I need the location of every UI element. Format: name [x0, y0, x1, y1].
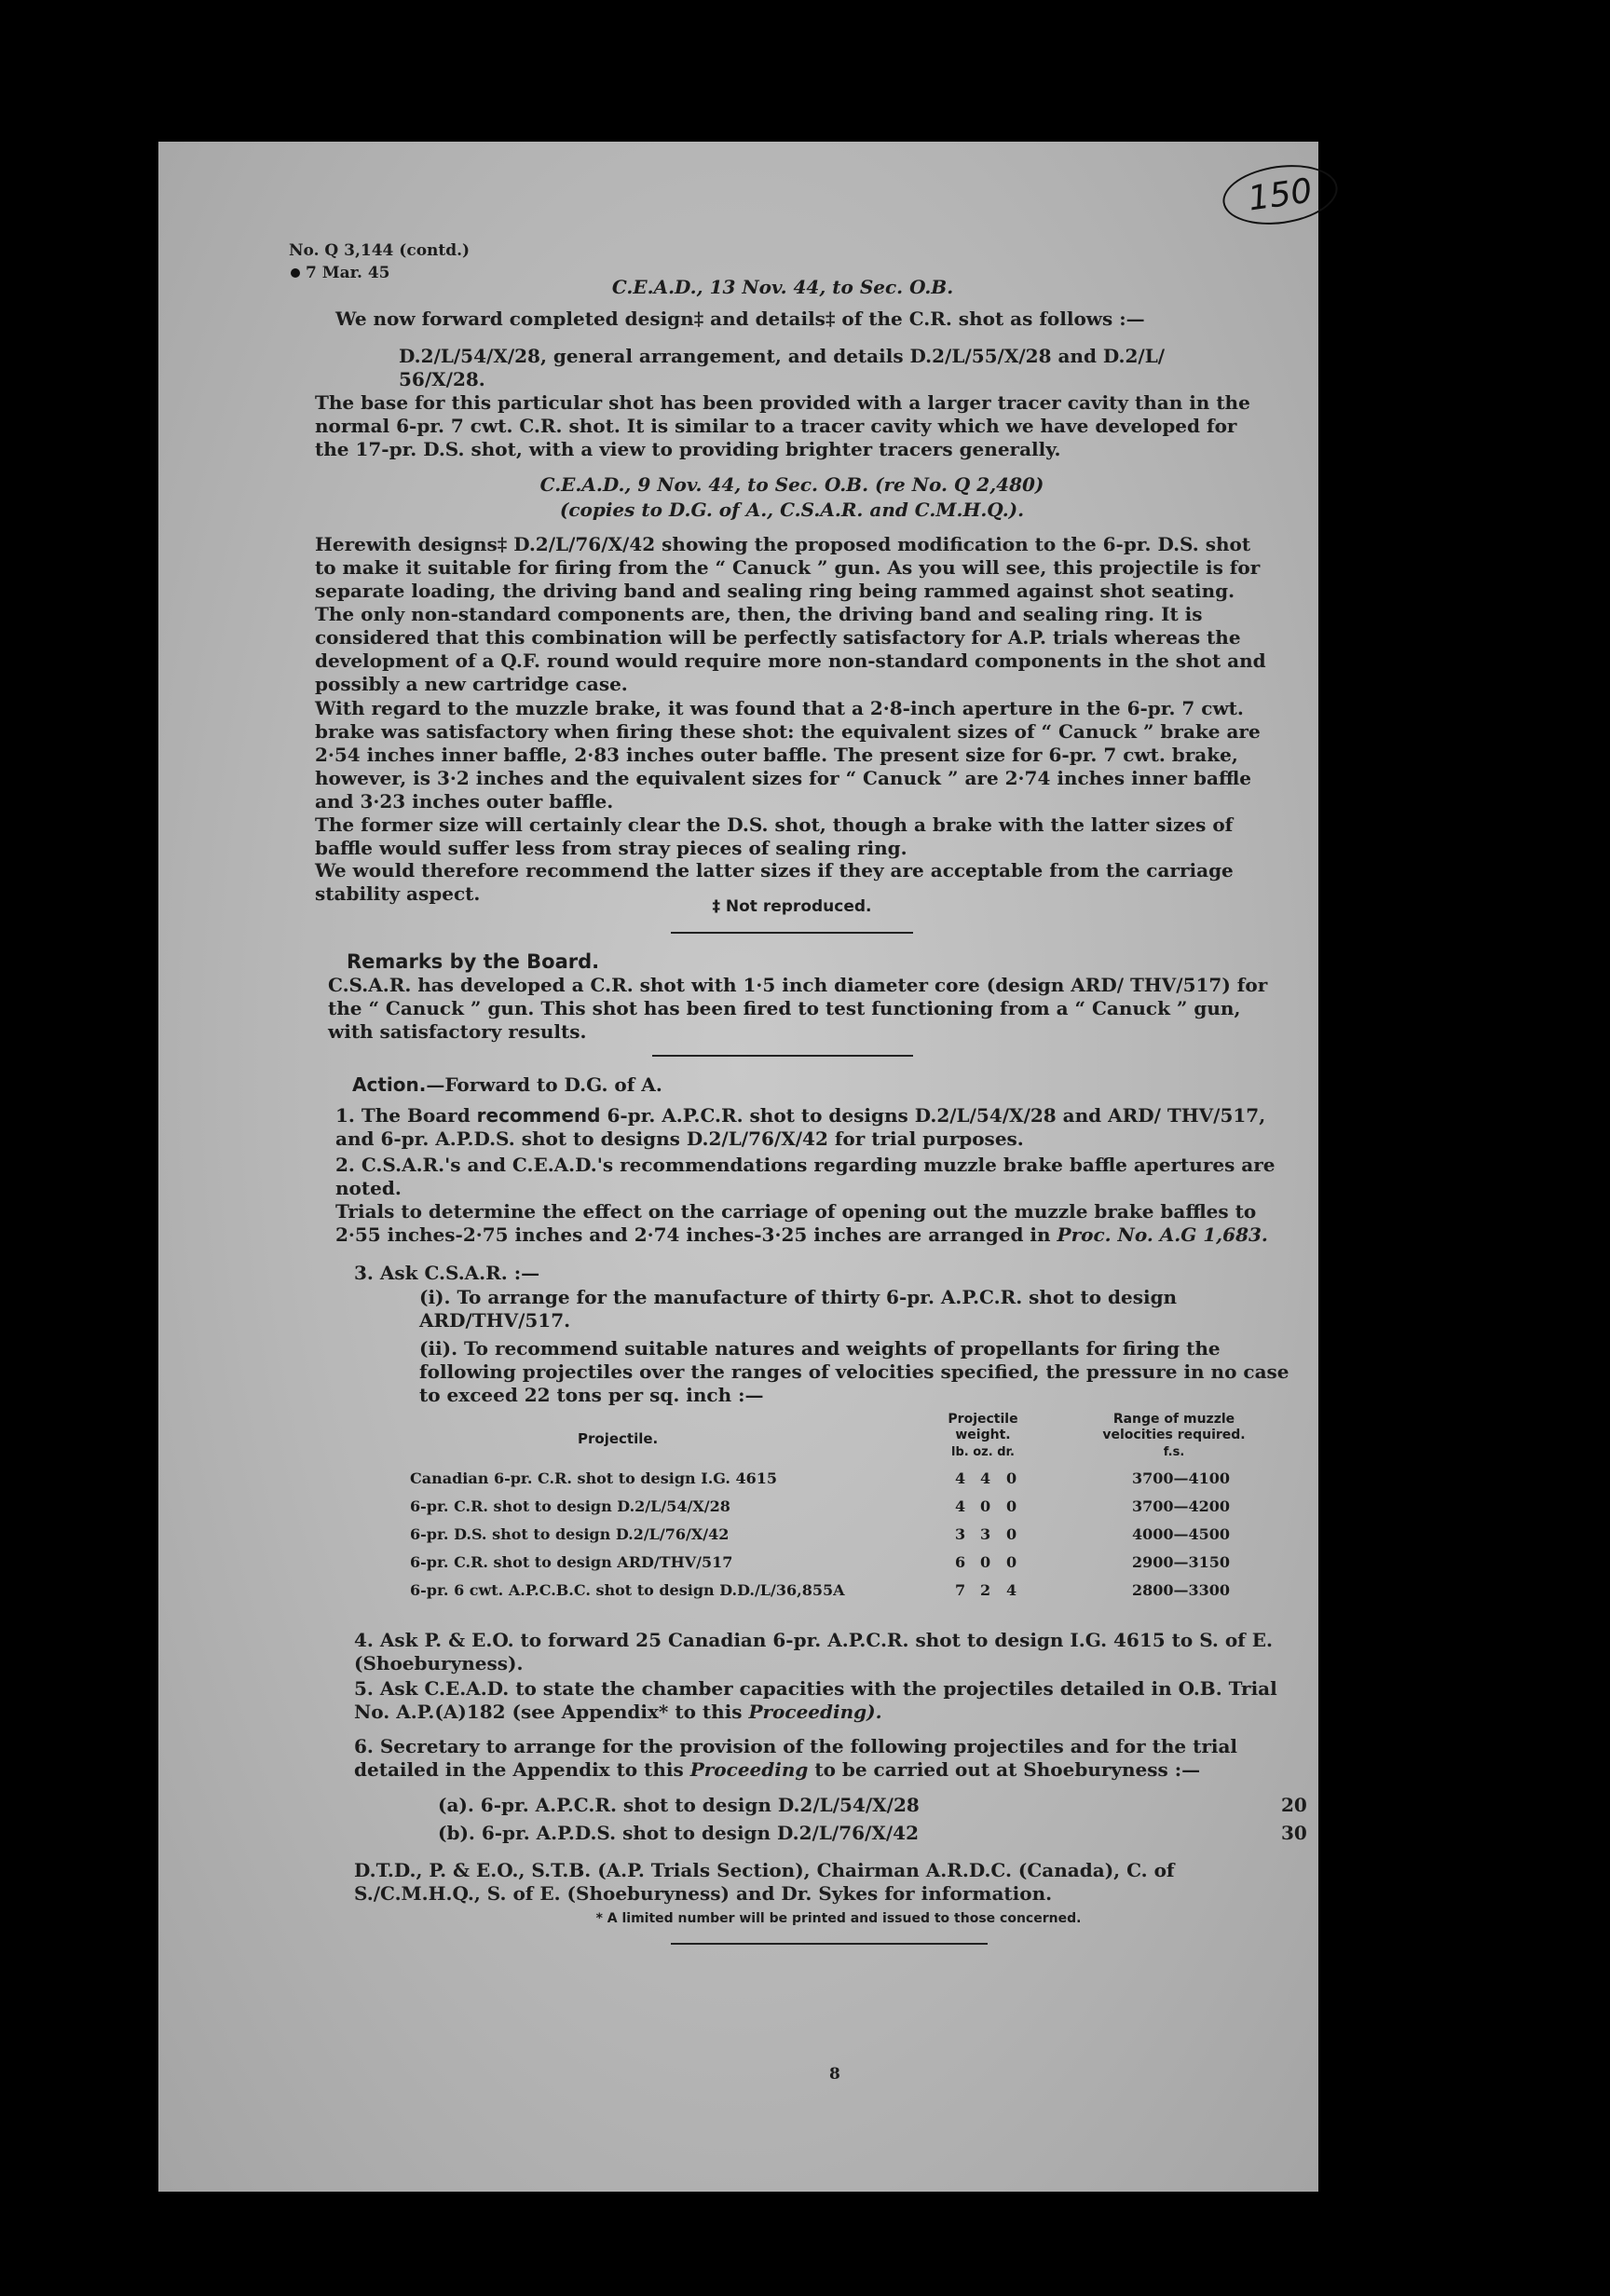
table-row: [410, 1497, 1267, 1524]
item-6a-quantity: 20: [1281, 1794, 1307, 1816]
action-item-6: [354, 1735, 1295, 1782]
divider: [652, 1055, 913, 1057]
action-item-5-text: 5. Ask C.E.A.D. to state the chamber capacities with the projectiles detailed in O.B. Trial No. A.P.(A)182 (see Appendix* to this: [354, 1677, 1277, 1723]
weight-lb: 7: [955, 1581, 966, 1599]
weight-lb: 4: [955, 1469, 966, 1487]
page-mark: 8: [829, 2065, 840, 2084]
velocity-range: 4000—4500: [1132, 1525, 1231, 1543]
action-heading: Action.: [352, 1073, 427, 1096]
item-6b-quantity: 30: [1281, 1822, 1307, 1844]
weight-lb: 6: [955, 1553, 966, 1571]
table-row: [410, 1469, 1267, 1496]
paragraph-1b: D.2/L/54/X/28, general arrangement, and details D.2/L/55/X/28 and D.2/L/ 56/X/28.: [399, 345, 1166, 390]
projectile-name: 6-pr. D.S. shot to design D.2/L/76/X/42: [410, 1525, 730, 1543]
action-item-2: 2. C.S.A.R.'s and C.E.A.D.'s recommendations regarding muzzle brake baffle apertures are noted.: [335, 1154, 1276, 1199]
table-row: [410, 1581, 1267, 1607]
proceeding-reference: Proc. No. A.G 1,683.: [1057, 1223, 1268, 1246]
weight-lb: 4: [955, 1497, 966, 1515]
weight-oz: 3: [980, 1525, 991, 1543]
paragraph-5: The former size will certainly clear the D.S. shot, though a brake with the latter sizes of baffle would suffer less from stray pieces of sealing ring.: [315, 813, 1234, 859]
table-header-weight: Projectile weight.: [948, 1412, 1018, 1442]
divider: [671, 1943, 988, 1945]
section-heading-2a: C.E.A.D., 9 Nov. 44, to Sec. O.B. (re No. Q 2,480): [539, 473, 1044, 496]
weight-dr: 4: [1006, 1581, 1017, 1599]
action-item-1: [335, 1104, 1276, 1151]
item-6b: (b). 6-pr. A.P.D.S. shot to design D.2/L/76/X/42: [438, 1822, 919, 1844]
velocity-range: 3700—4100: [1132, 1469, 1231, 1487]
action-item-1-start: 1. The Board: [335, 1104, 471, 1127]
action-item-6-text: 6. Secretary to arrange for the provision of the following projectiles and for the trial detailed in the Appendix to this: [354, 1735, 1238, 1781]
footnote-limited-number: * A limited number will be printed and issued to those concerned.: [595, 1911, 1082, 1926]
projectile-name: 6-pr. C.R. shot to design D.2/L/54/X/28: [410, 1497, 730, 1515]
table-header-range: Range of muzzle velocities required.: [1102, 1412, 1246, 1442]
action-item-4: 4. Ask P. & E.O. to forward 25 Canadian 6-pr. A.P.C.R. shot to design I.G. 4615 to S. of E. (Shoeburyness).: [354, 1629, 1273, 1674]
table-header-range-units: f.s.: [1163, 1445, 1185, 1459]
remarks-heading: Remarks by the Board.: [347, 950, 600, 973]
bullet-mark: [291, 268, 300, 278]
divider: [671, 932, 913, 934]
action-item-2b-text: Trials to determine the effect on the carriage of opening out the muzzle brake baffles to 2·55 inches-2·75 inches and 2·74 inches-3·25 inches are arranged in: [335, 1200, 1257, 1246]
action-item-1-rest: 6-pr. A.P.C.R. shot to designs D.2/L/54/X/28 and ARD/ THV/517, and 6-pr. A.P.D.S. shot to designs D.2/L/76/X/42 for trial purposes.: [335, 1104, 1266, 1150]
paragraph-4: With regard to the muzzle brake, it was found that a 2·8-inch aperture in the 6-pr. 7 cwt. brake was satisfactory when firing these shot: the equivalent sizes of “ Canuck ” brake are 2·54 inches inner baffle, 2·83 inches outer baffle. The present size for 6-pr. 7 cwt. brake, however, is 3·2 inches and the equivalent sizes for “ Canuck ” are 2·74 inches inner baffle and 3·23 inches outer baffle.: [315, 697, 1261, 813]
velocity-range: 2800—3300: [1132, 1581, 1231, 1599]
action-heading-rest: —Forward to D.G. of A.: [426, 1073, 662, 1096]
section-heading-1: C.E.A.D., 13 Nov. 44, to Sec. O.B.: [611, 276, 954, 298]
proceeding-word: Proceeding: [689, 1758, 809, 1781]
table-row: [410, 1525, 1267, 1551]
projectile-name: Canadian 6-pr. C.R. shot to design I.G. 4615: [410, 1469, 778, 1487]
table-header-weight-units: lb. oz. dr.: [951, 1445, 1015, 1459]
action-item-5: [354, 1677, 1286, 1724]
paragraph-6: We would therefore recommend the latter sizes if they are acceptable from the carriage stability aspect.: [315, 859, 1234, 905]
weight-oz: 0: [980, 1497, 991, 1515]
reference-number: No. Q 3,144 (contd.): [289, 241, 471, 260]
remarks-text: C.S.A.R. has developed a C.R. shot with 1·5 inch diameter core (design ARD/ THV/517) for the “ Canuck ” gun. This shot has been fired to test functioning from a “ Canuck ” gun, with satisfactory results.: [328, 974, 1268, 1043]
table-header-projectile: Projectile.: [578, 1430, 659, 1447]
weight-dr: 0: [1006, 1525, 1017, 1543]
action-item-3: 3. Ask C.S.A.R. :—: [354, 1262, 540, 1284]
page-number-stamp: 150: [1219, 158, 1341, 232]
reference-date: 7 Mar. 45: [306, 264, 390, 282]
distribution-list: D.T.D., P. & E.O., S.T.B. (A.P. Trials Section), Chairman A.R.D.C. (Canada), C. of S./C.M.H.Q., S. of E. (Shoeburyness) and Dr. Sykes for information.: [354, 1859, 1175, 1905]
weight-oz: 4: [980, 1469, 991, 1487]
projectile-table: [410, 1412, 1267, 1612]
paragraph-1: We now forward completed design‡ and details‡ of the C.R. shot as follows :—: [335, 308, 1145, 330]
recommend-keyword: recommend: [476, 1104, 601, 1127]
projectile-name: 6-pr. 6 cwt. A.P.C.B.C. shot to design D.D./L/36,855A: [410, 1581, 845, 1599]
paragraph-2: The base for this particular shot has been provided with a larger tracer cavity than in the normal 6-pr. 7 cwt. C.R. shot. It is similar to a tracer cavity which we have developed for the 17-pr. D.S. shot, with a view to providing brighter tracers generally.: [315, 391, 1250, 460]
action-line: [352, 1073, 1191, 1097]
weight-dr: 0: [1006, 1469, 1017, 1487]
action-item-6-rest: to be carried out at Shoeburyness :—: [814, 1758, 1201, 1781]
weight-oz: 0: [980, 1553, 991, 1571]
item-6a: (a). 6-pr. A.P.C.R. shot to design D.2/L/54/X/28: [438, 1794, 920, 1816]
action-item-3i: (i). To arrange for the manufacture of thirty 6-pr. A.P.C.R. shot to design ARD/THV/517.: [419, 1286, 1178, 1332]
section-heading-2b: (copies to D.G. of A., C.S.A.R. and C.M.H.Q.).: [559, 499, 1025, 521]
velocity-range: 3700—4200: [1132, 1497, 1231, 1515]
action-item-3ii: (ii). To recommend suitable natures and weights of propellants for firing the following projectiles over the ranges of velocities specified, the pressure in no case to exceed 22 tons per sq. inch :—: [419, 1337, 1289, 1406]
proceeding-word: Proceeding).: [748, 1701, 882, 1723]
weight-oz: 2: [980, 1581, 991, 1599]
weight-dr: 0: [1006, 1497, 1017, 1515]
paragraph-3: Herewith designs‡ D.2/L/76/X/42 showing the proposed modification to the 6-pr. D.S. shot to make it suitable for firing from the “ Canuck ” gun. As you will see, this projectile is for separate loading, the driving band and sealing ring being rammed against shot seating. The only non-standard components are, then, the driving band and sealing ring. It is considered that this combination will be perfectly satisfactory for A.P. trials whereas the development of a Q.F. round would require more non-standard components in the shot and possibly a new cartridge case.: [315, 533, 1266, 695]
weight-lb: 3: [955, 1525, 966, 1543]
table-row: [410, 1553, 1267, 1579]
action-item-2b: [335, 1200, 1276, 1247]
weight-dr: 0: [1006, 1553, 1017, 1571]
velocity-range: 2900—3150: [1132, 1553, 1231, 1571]
projectile-name: 6-pr. C.R. shot to design ARD/THV/517: [410, 1553, 733, 1571]
footnote-not-reproduced: ‡ Not reproduced.: [712, 897, 872, 916]
